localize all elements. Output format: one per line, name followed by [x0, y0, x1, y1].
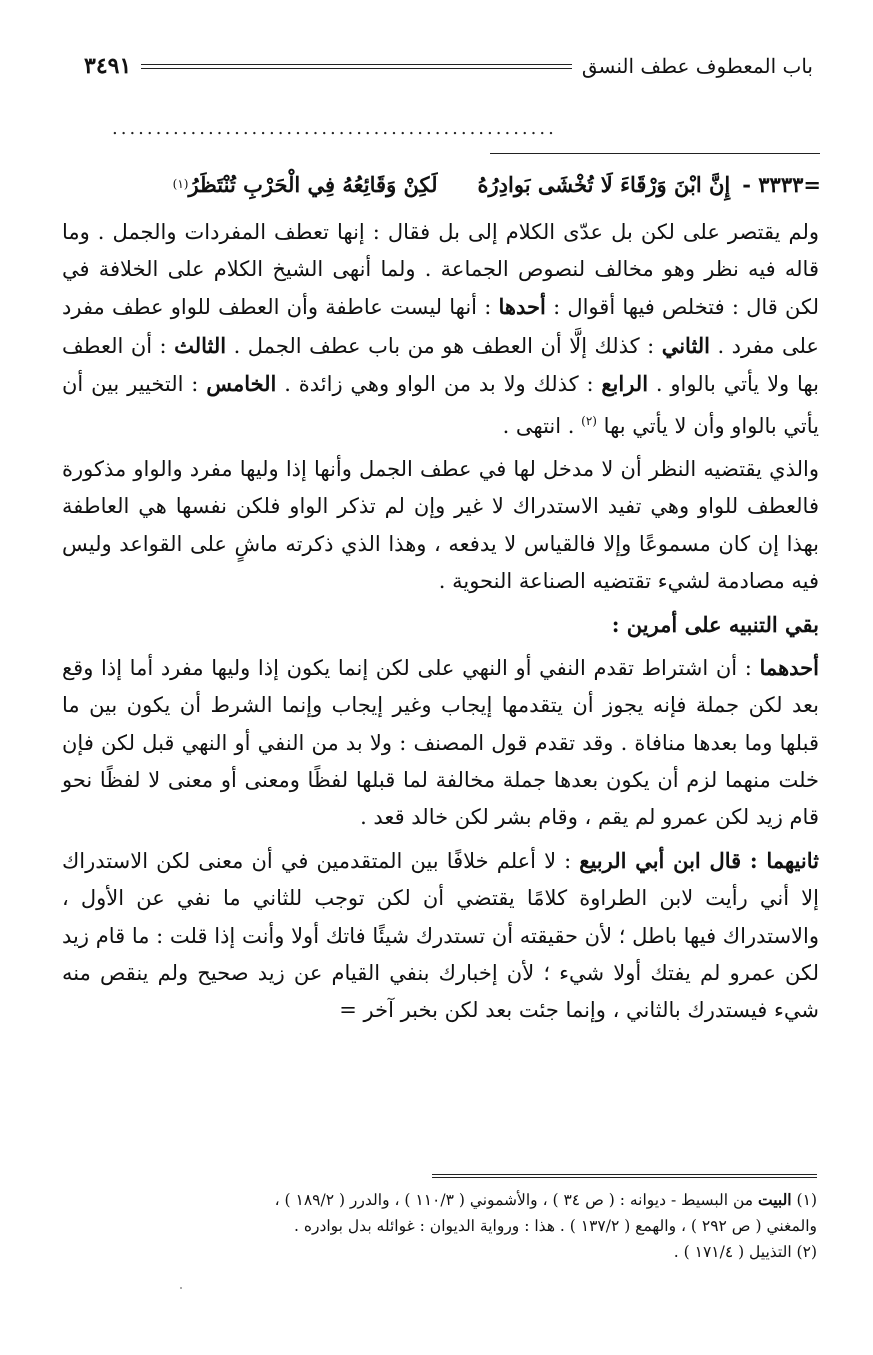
- footnote-2: (٢) التذييل ( ١٧١/٤ ) .: [673, 1243, 817, 1261]
- p5-heading: ثانيهما : قال ابن أبي الربيع: [579, 848, 819, 874]
- p1-heading-2: الثاني: [661, 332, 711, 358]
- footnote-1-text-a: من البسيط - ديوانه : ( ص ٣٤ ) ، والأشموني ( ١١٠/٣ ) ، والدرر ( ١٨٩/٢ ) ،: [274, 1191, 754, 1209]
- main-text: [62, 214, 819, 1029]
- page-header: [84, 46, 813, 86]
- running-title: باب المعطوف عطف النسق: [581, 54, 813, 78]
- paragraph-2: والذي يقتضيه النظر أن لا مدخل لها في عطف الجمل وأنها إذا وليها مفرد والواو مذكورة فالعطف للواو وهي تفيد الاستدراك لا غير وإن لم تذكر الواو فلكن نفسها هي العاطفة بهذا إن كان مسموعًا وإلا فالقياس لا يدفعه ، وهذا الذي ذكرته ماشٍ على القواعد وليس فيه مصادمة لشيء تقتضيه الصناعة النحوية .: [62, 457, 819, 593]
- verse-hemistich-2: لَكِنْ وَقَائِعُهُ فِي الْحَرْبِ تُنْتَظَرُ: [188, 171, 438, 197]
- p4-heading: أحدهما: [759, 655, 819, 681]
- p1-text-6: : التخيير بين أن يأتي بالواو وأن لا يأتي بها: [62, 371, 819, 439]
- footnote-separator: [432, 1174, 817, 1178]
- footnote-ref-1: (١): [172, 177, 189, 191]
- verse-number: ٣٣٣٣ -: [742, 171, 804, 197]
- footnote-1-cont: والمغني ( ص ٢٩٢ ) ، والهمع ( ١٣٧/٢ ) . هذا : ورواية الديوان : غوائله بدل بوادره .: [294, 1217, 817, 1235]
- footnote-1: [88, 1187, 817, 1213]
- p1-heading-4: الرابع: [601, 370, 649, 396]
- p1-text-4: : أن العطف بها ولا يأتي بالواو .: [62, 333, 819, 396]
- p1-heading-3: الثالث: [174, 332, 227, 358]
- paragraph-4: [62, 649, 819, 836]
- poetry-verse: [110, 164, 821, 204]
- page-number: ٣٤٩١: [84, 53, 132, 79]
- p5-text: : لا أعلم خلافًا بين المتقدمين في أن معنى لكن الاستدراك إلا أني رأيت لابن الطراوة كلامًا يقتضي أن لكن توجب للثاني ما نفي عن الأول ، والاستدراك فيها باطل ؛ لأن حقيقته أن تستدرك شيئًا فاتك أولا وأنت إذا قلت : ما قام زيد لكن عمرو لم يفتك أولا شيء ؛ لأن إخبارك بنفي القيام عن زيد صحيح ولم ينقص منه شيء فيستدرك بالثاني ، وإنما جئت بعد لكن بخبر آخر =: [62, 849, 819, 1023]
- paragraph-5: [62, 842, 819, 1029]
- p1-text-1: ولم يقتصر على لكن بل عدّى الكلام إلى بل فقال : إنها تعطف المفردات والجمل . وما قاله فيه نظر وهو مخالف لنصوص الجماعة . ولما أنهى الشيخ الكلام على الخلافة في لكن قال : فتخلص فيها أقوال :: [62, 220, 820, 320]
- scan-speck: [180, 1287, 182, 1289]
- verse-hemistich-1: إِنَّ ابْنَ وَرْقَاءَ لَا تُخْشَى بَوادِرُهُ: [477, 171, 731, 197]
- footnote-ref-2: (٢): [581, 414, 597, 429]
- continuation-mark: =: [803, 171, 821, 197]
- paragraph-1: [62, 214, 819, 445]
- header-rule: [141, 64, 572, 69]
- p4-text: : أن اشتراط تقدم النفي أو النهي على لكن إنما يكون إذا وليها مفرد أما إذا وقع بعد لكن جملة فإنه يجوز أن يتقدمها إيجاب وغير إيجاب وإنما الشرط أن يكون بين ما قبلها وما بعدها منافاة . وقد تقدم قول المصنف : ولا بد من النفي أو النهي قبل لكن فإن خلت منهما لزم أن يكون بعدها جملة مخالفة لما قبلها لفظًا ومعنى أو معنى لا لفظًا نحو قام زيد لكن عمرو لم يقم ، وقام بشر لكن خالد قعد .: [62, 656, 819, 830]
- p1-text-5: : كذلك ولا بد من الواو وهي زائدة .: [284, 371, 594, 396]
- footnotes: [88, 1187, 817, 1265]
- ellipsis-line: ...................................................: [112, 118, 557, 139]
- p1-heading-5: الخامس: [206, 370, 277, 396]
- p1-text-3: : كذلك إلَّا أن العطف هو من باب عطف الجمل .: [233, 333, 655, 358]
- p1-heading-1: أحدها: [498, 294, 546, 320]
- p1-text-2: : أنها ليست عاطفة وأن العطف للواو عطف مفرد على مفرد .: [62, 295, 819, 358]
- footnote-1-number: (١): [796, 1191, 817, 1209]
- paragraph-3-heading: بقي التنبيه على أمرين :: [611, 612, 819, 638]
- top-separator: [490, 153, 820, 154]
- footnote-1-heading: البيت: [758, 1190, 792, 1209]
- p1-text-7: . انتهى .: [502, 414, 575, 439]
